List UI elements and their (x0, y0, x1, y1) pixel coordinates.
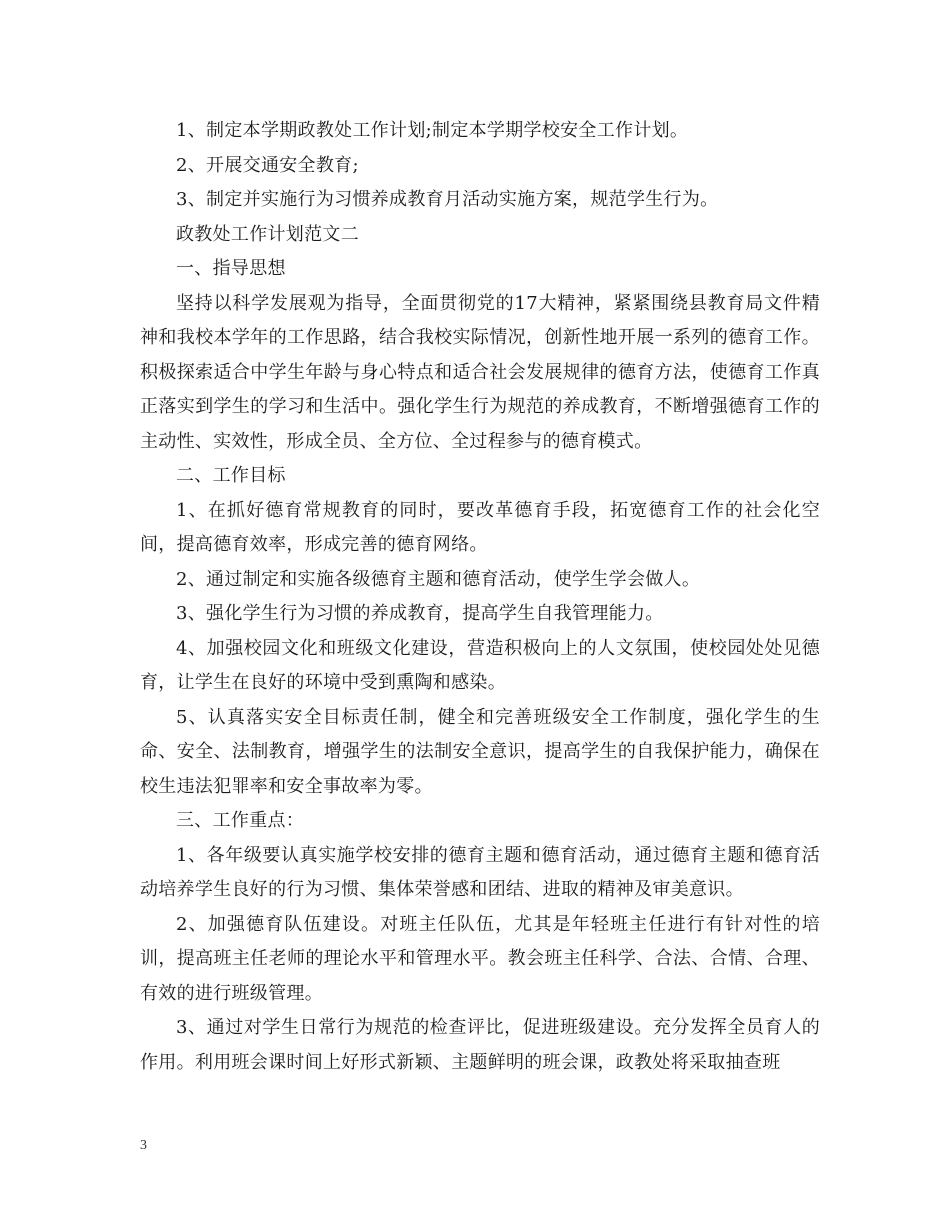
paragraph-guiding-ideology: 坚持以科学发展观为指导，全面贯彻党的17大精神，紧紧围绕县教育局文件精神和我校本学年的工作思路，结合我校实际情况，创新性地开展一系列的德育工作。积极探索适合中学生年龄与身心特点和适合社会发展规律的德育方法，使德育工作真正落实到学生的学习和生活中。强化学生行为规范的养成教育，不断增强德育工作的主动性、实效性，形成全员、全方位、全过程参与的德育模式。 (140, 292, 820, 452)
focus-2: 2、加强德育队伍建设。对班主任队伍，尤其是年轻班主任进行有针对性的培训，提高班主任老师的理论水平和管理水平。教会班主任科学、合法、合情、合理、有效的进行班级管理。 (140, 913, 820, 1004)
page-number: 3 (140, 1138, 147, 1153)
document-body (140, 114, 820, 1080)
goal-4: 4、加强校园文化和班级文化建设，营造积极向上的人文氛围，使校园处处见德育，让学生在良好的环境中受到熏陶和感染。 (140, 637, 820, 693)
focus-1: 1、各年级要认真实施学校安排的德育主题和德育活动，通过德育主题和德育活动培养学生良好的行为习惯、集体荣誉感和团结、进取的精神及审美意识。 (140, 844, 820, 900)
paragraph-1: 1、制定本学期政教处工作计划;制定本学期学校安全工作计划。 (176, 120, 689, 141)
heading-work-focus: 三、工作重点： (176, 810, 305, 831)
paragraph-3: 3、制定并实施行为习惯养成教育月活动实施方案，规范学生行为。 (176, 189, 719, 210)
section-title: 政教处工作计划范文二 (176, 223, 359, 245)
goal-5: 5、认真落实安全目标责任制，健全和完善班级安全工作制度，强化学生的生命、安全、法制教育，增强学生的法制安全意识，提高学生的自我保护能力，确保在校生违法犯罪率和安全事故率为零。 (140, 706, 820, 797)
focus-3: 3、通过对学生日常行为规范的检查评比，促进班级建设。充分发挥全员育人的作用。利用班会课时间上好形式新颖、主题鲜明的班会课，政教处将采取抽查班 (140, 1017, 820, 1073)
paragraph-2: 2、开展交通安全教育; (176, 154, 359, 176)
goal-1: 1、在抓好德育常规教育的同时，要改革德育手段，拓宽德育工作的社会化空间，提高德育效率，形成完善的德育网络。 (140, 499, 820, 555)
heading-guiding-ideology: 一、指导思想 (176, 258, 286, 279)
heading-work-goals: 二、工作目标 (176, 465, 286, 486)
goal-3: 3、强化学生行为习惯的养成教育，提高学生自我管理能力。 (176, 603, 664, 624)
goal-2: 2、通过制定和实施各级德育主题和德育活动，使学生学会做人。 (176, 568, 701, 590)
